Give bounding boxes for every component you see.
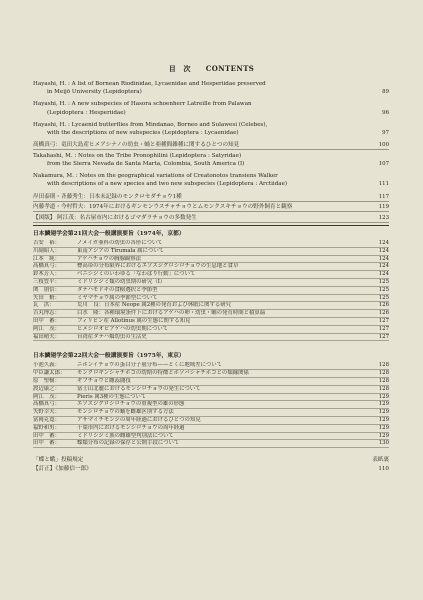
abstract-title: モンクロギンシャチホコの幼期の特徴とホソバシャチホコとの類縁関係 xyxy=(77,370,249,377)
abstract-title: 標高帯の分布限界におけるエゾスジグロシロチョウの生息地と食草 xyxy=(77,263,239,270)
abstract-row xyxy=(33,295,389,303)
misc-item xyxy=(33,465,389,474)
author-name: 渡辺康之： xyxy=(33,385,60,392)
abstract-row xyxy=(33,256,389,264)
abstract-title: 荒川 良：日本産 Neope 属2種の発育および休眠に関する研究 xyxy=(77,302,232,309)
abstract-row xyxy=(33,287,389,295)
abstract-title: アサマイチモンジの周年経過におけるひとつの知見 xyxy=(77,416,201,423)
page-number: 129 xyxy=(378,401,389,408)
page-number: 127 xyxy=(378,317,389,324)
section-divider xyxy=(33,225,389,226)
author-name: 江本 純： xyxy=(33,255,60,262)
abstract-title: ミヤマチョウ属の季節型について xyxy=(77,294,158,301)
page-number: 129 xyxy=(378,409,389,416)
entry-line: (Lepidoptera : Hesperiidae) xyxy=(47,109,126,116)
page-number: 119 xyxy=(378,204,389,211)
author-name: 福田晴夫： xyxy=(33,333,60,340)
abstract-row xyxy=(33,409,389,417)
abstract-title: 蝶類分布の記録の保存と公開手段について xyxy=(77,440,180,447)
author-name: 矢野幸夫： xyxy=(33,409,60,416)
page-number: 126 xyxy=(378,302,389,309)
page-number: 125 xyxy=(378,279,389,285)
entry-line: in Meijō University (Lepidoptera) xyxy=(47,89,142,96)
author-name: 田中 蕃： xyxy=(33,432,60,439)
page-number: 130 xyxy=(378,440,389,447)
abstract-row xyxy=(33,394,389,402)
abstract-row xyxy=(33,433,389,441)
author-name: 福野和男： xyxy=(33,424,60,431)
author-name: 矢田 脩： xyxy=(33,294,60,301)
page-number: 124 xyxy=(378,240,389,247)
author-name: 吉丸博志： xyxy=(33,310,60,317)
toc-entry xyxy=(33,214,389,223)
toc-entry xyxy=(33,100,389,116)
entry-line: from the Sierra Nevada de Santa Marta, Colombia, South America (I) xyxy=(47,161,245,168)
abstract-title: 東南アジアの Tirumala 属について xyxy=(77,247,165,254)
toc-entry xyxy=(33,141,389,150)
page-number: 129 xyxy=(378,424,389,431)
abstract-title: ミドリシジミ類の幼虫期の研究（I） xyxy=(77,279,166,285)
page-number: 124 xyxy=(378,271,389,278)
abstract-title: ヒメシロオビアゲハの幼虫期について xyxy=(77,325,169,332)
entry-line: 岸田泰則・斉藤秀生：日本未記録のモンクロセダチョウ1種 xyxy=(33,193,182,200)
contents-header xyxy=(0,64,423,74)
page-number: 123 xyxy=(378,214,389,221)
author-name: 中臣謙太郎： xyxy=(33,370,66,377)
page-number: 125 xyxy=(378,286,389,293)
section1-list xyxy=(33,240,389,341)
author-name: 阿江 茂： xyxy=(33,325,60,332)
toc-entry xyxy=(33,203,389,212)
abstract-row xyxy=(33,240,389,248)
page-number: 96 xyxy=(382,109,389,116)
page-number: 89 xyxy=(382,89,389,96)
page-number: 129 xyxy=(378,432,389,439)
abstract-title: タテハモドキの食樹選択と季節型 xyxy=(77,286,158,293)
abstract-row xyxy=(33,362,389,370)
toc-entry xyxy=(33,152,389,168)
abstract-title: エゾスジグロシロチョウの重複型の雄の形態 xyxy=(77,401,185,408)
abstract-title: アゲハチョウの胸腺観察法 xyxy=(77,255,142,262)
author-name: 高橋真弓： xyxy=(33,263,60,270)
abstract-title: ミドリシジミ族の雌雄型判別法について xyxy=(77,432,174,439)
misc-item xyxy=(33,456,389,465)
page-number: 107 xyxy=(378,161,389,168)
author-name: 小池久義： xyxy=(33,362,60,369)
abstract-row xyxy=(33,318,389,326)
header-jp: 目 次 xyxy=(168,64,191,73)
section1-title: 日本鱗翅学会第21回大会一般講演要旨（1974年，京都） xyxy=(33,231,185,238)
page-number: 129 xyxy=(378,416,389,423)
author-name: 原 聖樹： xyxy=(33,377,60,384)
entry-line: Takahashi, M. : Notes on the Tribe Pronophilini (Lepidoptera : Satyridae) xyxy=(33,152,242,159)
header-en: CONTENTS xyxy=(205,64,255,73)
abstract-title: 白水 隆：各種環境条件下におけるアゲハの卵・幼虫・蛹の発育時間と積算温 xyxy=(77,310,266,317)
author-name: 富岡克寛： xyxy=(33,416,60,423)
abstract-title: ギフチョウと雌蕊闘技 xyxy=(77,377,131,384)
abstract-row xyxy=(33,440,389,448)
toc-entry xyxy=(33,121,389,137)
page-number: 117 xyxy=(378,193,389,200)
toc-entry xyxy=(33,80,389,96)
table-of-contents xyxy=(33,80,389,474)
author-name: 三枝豊平： xyxy=(33,279,60,285)
abstract-row xyxy=(33,279,389,287)
abstract-row xyxy=(33,334,389,342)
abstract-row xyxy=(33,378,389,386)
page-number: 127 xyxy=(378,333,389,340)
page-number: 124 xyxy=(378,255,389,262)
abstract-row xyxy=(33,401,389,409)
abstract-title: 台湾産タテハ類幼虫の生活史 xyxy=(77,333,147,340)
abstract-row xyxy=(33,326,389,334)
author-name: 田中 蕃： xyxy=(33,440,60,447)
page-number: 127 xyxy=(378,325,389,332)
entry-line: 【図版】 阿江茂：名古屋市内におけるゴマダラチョウの多数発生 xyxy=(33,214,197,221)
author-name: 吉安 裕： xyxy=(33,240,60,247)
misc-label: 「蝶と蛾」投稿規定 xyxy=(33,457,84,464)
entry-line: 高橋真弓：竜田大島産ヒメアシナノの幼虫・蛹と亜種間雑種に関するひとつの知見 xyxy=(33,142,240,149)
entry-line: Nakamura, M. : Notes on the geographical variations of Creatonotos transiens Walker xyxy=(33,173,278,180)
abstract-row xyxy=(33,263,389,271)
abstract-row xyxy=(33,370,389,378)
abstract-row xyxy=(33,302,389,310)
page-number: 128 xyxy=(378,362,389,369)
page-number: 97 xyxy=(382,130,389,137)
entry-line: Hayashi, H. : A new subspecies of Hasora schoenherr Latreille from Palawan xyxy=(33,101,252,108)
misc-label: 【訂正】《加藤信一郎》 xyxy=(33,466,92,473)
author-name: 関 朋信： xyxy=(33,286,60,293)
author-name: 川副昭人： xyxy=(33,247,60,254)
abstract-title: Pieris 属3種の生態について xyxy=(77,393,147,400)
entry-line: with the descriptions of new subspecies (Lepidoptera : Lycaenidae) xyxy=(47,130,239,137)
abstract-row xyxy=(33,386,389,394)
page-number: 129 xyxy=(378,393,389,400)
article-entries xyxy=(33,80,389,223)
abstract-title: フィリピン産 Allotinus 属の生態に関する知見 xyxy=(77,317,191,324)
entry-line: Hayashi, H. : A list of Bornean Riodinidae, Lycaenidae and Hesperiidae preserved xyxy=(33,81,266,87)
page-number: 124 xyxy=(378,247,389,254)
abstract-row xyxy=(33,248,389,256)
abstract-row xyxy=(33,271,389,279)
author-name: 阿江 茂： xyxy=(33,393,60,400)
section2-list xyxy=(33,362,389,448)
page-number: 126 xyxy=(378,310,389,317)
abstract-title: 千葉市内におけるモンシロチョウの周年経過 xyxy=(77,424,185,431)
page-number: 100 xyxy=(378,142,389,149)
section2-title: 日本鱗翅学会第22回大会一般講演要旨（1975年，東京） xyxy=(33,353,185,360)
page-number: 110 xyxy=(378,466,389,473)
abstract-title: 富士山北麓におけるモンシロチョウの発生について xyxy=(77,385,201,392)
misc-list xyxy=(33,456,389,474)
abstract-title: ニホンイチョウの蛋白分子量分布——とくに地域差について xyxy=(77,362,223,369)
toc-entry xyxy=(33,172,389,188)
page-number: 128 xyxy=(378,370,389,377)
page-number: 124 xyxy=(378,263,389,270)
author-name: 高橋真弓： xyxy=(33,401,60,408)
abstract-row xyxy=(33,417,389,425)
page-number: 111 xyxy=(378,181,389,188)
abstract-row xyxy=(33,310,389,318)
page-number: 表紙裏 xyxy=(372,457,389,464)
page-number: 128 xyxy=(378,385,389,392)
page-number: 125 xyxy=(378,294,389,301)
abstract-title: ベニシジミのいわゆる「なわばり行動」について xyxy=(77,271,196,278)
entry-line: 内藤孝道・今村哲夫：1974年におけるギンモンウスチャチョウとムモンクスキチョウの野外飼育と観察 xyxy=(33,204,293,211)
abstract-title: モンシロチョウの蛹を雌雄区別する方法 xyxy=(77,409,174,416)
entry-line: Hayashi, H. : Lycaenid butterflies from Mindanao, Borneo and Sulawesi (Celebes), xyxy=(33,121,268,128)
entry-line: with descriptions of a new species and two new subspecies (Lepidoptera : Arctiidae) xyxy=(47,181,288,188)
toc-entry xyxy=(33,193,389,202)
page-number: 128 xyxy=(378,377,389,384)
author-name: 鈴木芳人： xyxy=(33,271,60,278)
abstract-row xyxy=(33,425,389,433)
abstract-title: ノメイガ亜科の幼虫の各形について xyxy=(77,240,163,247)
author-name: 瓦 洪： xyxy=(33,302,55,309)
author-name: 田中 蕃： xyxy=(33,317,60,324)
